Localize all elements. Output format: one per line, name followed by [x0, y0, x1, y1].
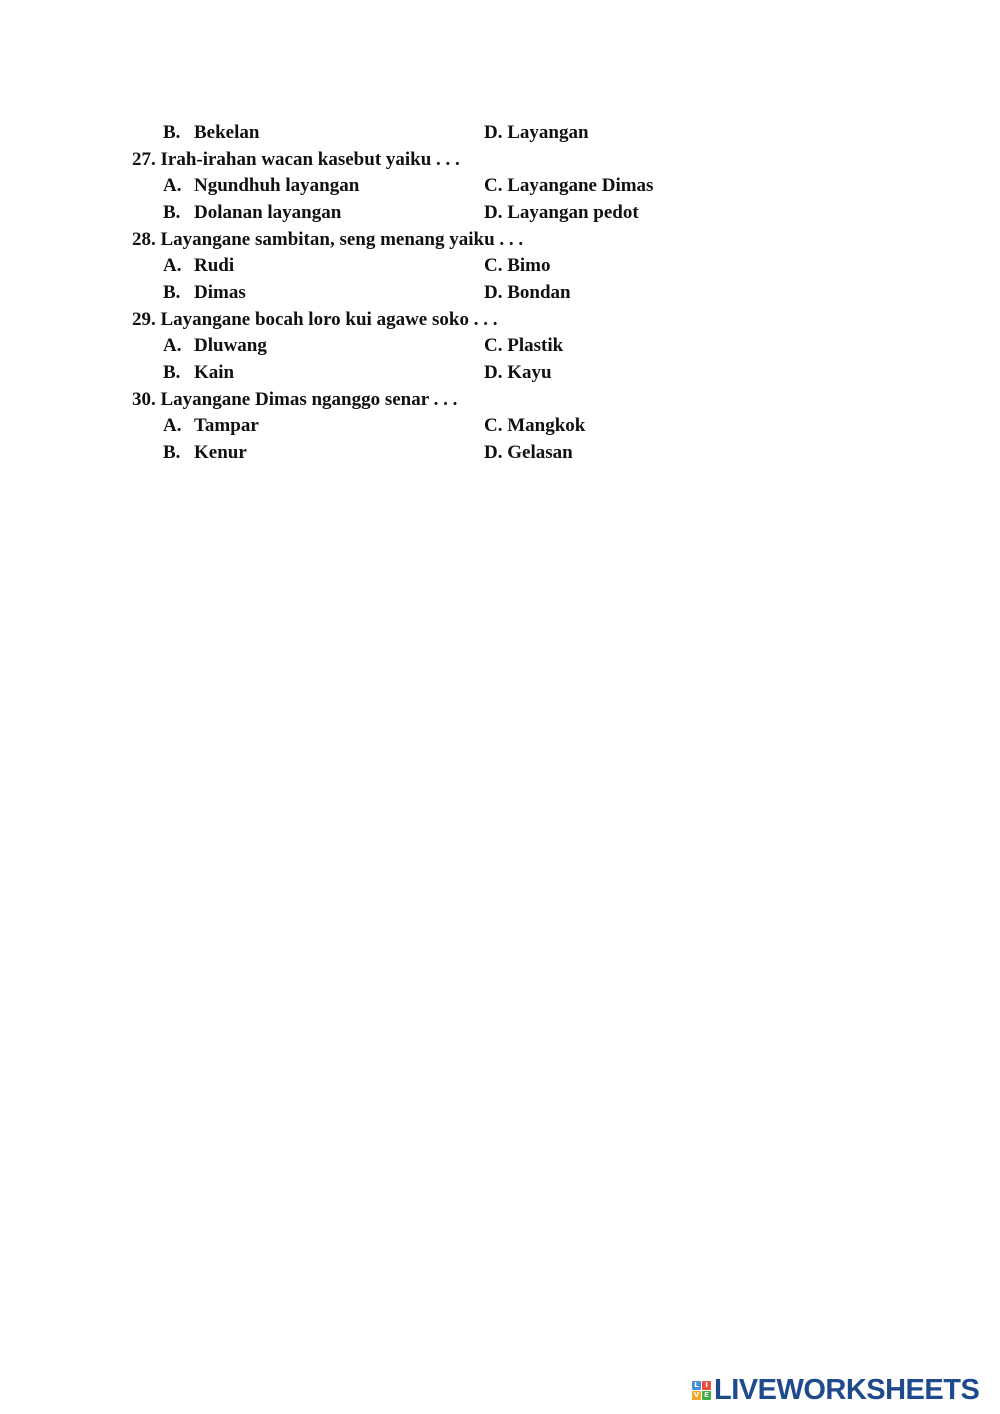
- option-27-c[interactable]: C. Layangane Dimas: [484, 175, 654, 196]
- question-29-stem: 29. Layangane bocah loro kui agawe soko . . .: [132, 309, 498, 330]
- option-30-a[interactable]: A. Tampar: [163, 415, 259, 436]
- question-30-stem: 30. Layangane Dimas nganggo senar . . .: [132, 389, 458, 410]
- option-28-a[interactable]: A. Rudi: [163, 255, 235, 276]
- option-26-b[interactable]: B. Bekelan: [163, 122, 260, 143]
- question-28-stem: 28. Layangane sambitan, seng menang yaiku . . .: [132, 229, 524, 250]
- option-29-a[interactable]: A. Dluwang: [163, 335, 267, 356]
- liveworksheets-logo: [692, 1374, 979, 1406]
- option-29-c[interactable]: C. Plastik: [484, 335, 564, 356]
- option-30-d[interactable]: D. Gelasan: [484, 442, 573, 463]
- option-30-c[interactable]: C. Mangkok: [484, 415, 586, 436]
- question-27-stem: 27. Irah-irahan wacan kasebut yaiku . . .: [132, 149, 460, 170]
- option-30-b[interactable]: B. Kenur: [163, 442, 247, 463]
- option-26-d[interactable]: D. Layangan: [484, 122, 589, 143]
- option-28-b[interactable]: B. Dimas: [163, 282, 246, 303]
- option-27-a[interactable]: A. Ngundhuh layangan: [163, 175, 360, 196]
- live-logo-icon: L I V E: [692, 1381, 711, 1400]
- option-29-b[interactable]: B. Kain: [163, 362, 235, 383]
- option-27-b[interactable]: B. Dolanan layangan: [163, 202, 342, 223]
- option-28-d[interactable]: D. Bondan: [484, 282, 571, 303]
- option-29-d[interactable]: D. Kayu: [484, 362, 552, 383]
- option-28-c[interactable]: C. Bimo: [484, 255, 551, 276]
- option-27-d[interactable]: D. Layangan pedot: [484, 202, 639, 223]
- logo-wordmark: LIVEWORKSHEETS: [714, 1374, 980, 1406]
